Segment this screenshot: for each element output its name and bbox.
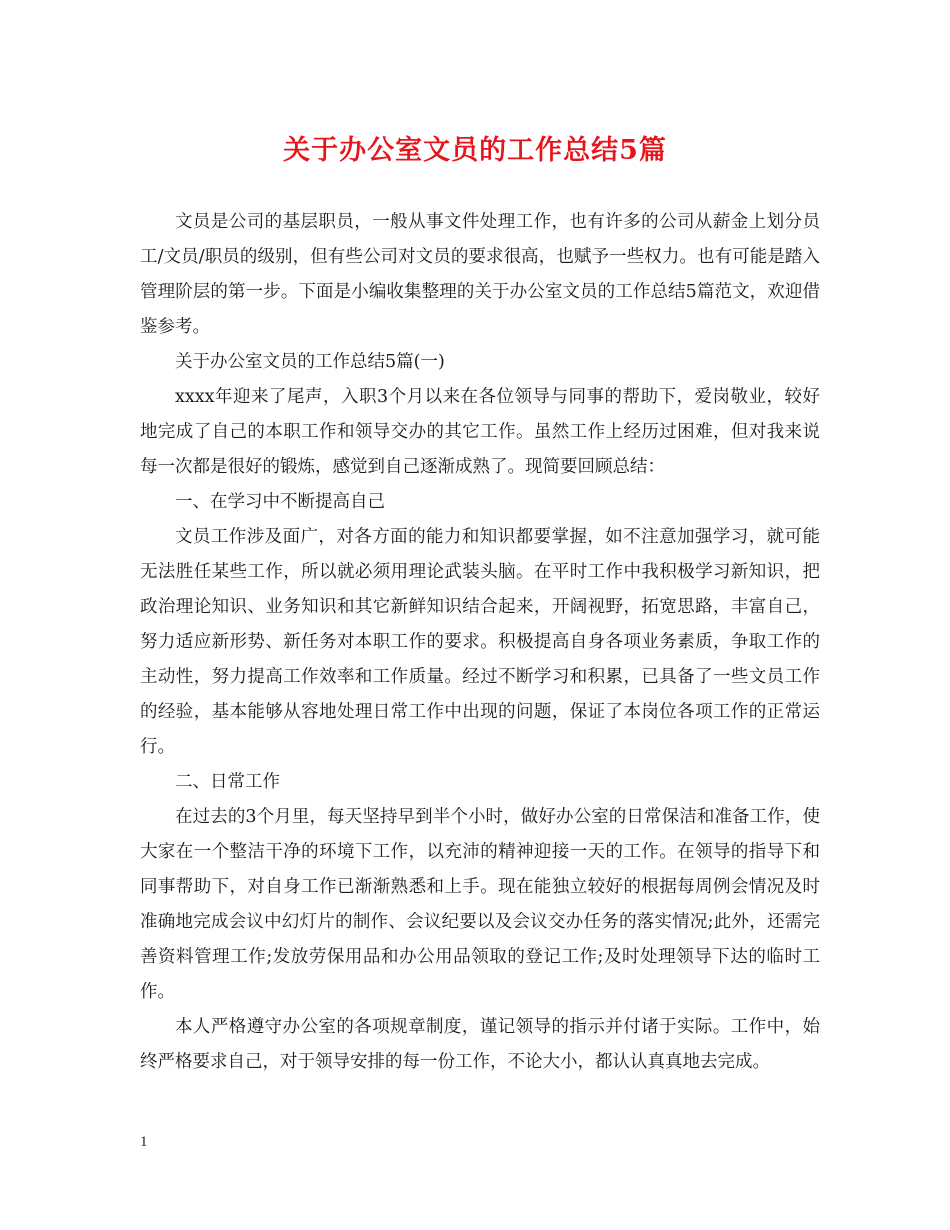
document-body [140, 205, 820, 1080]
section-heading-part-one: 关于办公室文员的工作总结5篇(一) [175, 352, 445, 372]
opening-paragraph: xxxx年迎来了尾声，入职3个月以来在各位领导与同事的帮助下，爱岗敬业，较好地完成了自己的本职工作和领导交办的其它工作。虽然工作上经历过困难，但对我来说每一次都是很好的锻炼，感觉到自己逐渐成熟了。现简要回顾总结： [140, 387, 820, 477]
document-title: 关于办公室文员的工作总结5篇 [283, 135, 667, 166]
daily-work-paragraph: 在过去的3个月里，每天坚持早到半个小时，做好办公室的日常保洁和准备工作，使大家在一个整洁干净的环境下工作，以充沛的精神迎接一天的工作。在领导的指导下和同事帮助下，对自身工作已渐渐熟悉和上手。现在能独立较好的根据每周例会情况及时准确地完成会议中幻灯片的制作、会议纪要以及会议交办任务的落实情况;此外，还需完善资料管理工作;发放劳保用品和办公用品领取的登记工作;及时处理领导下达的临时工作。 [140, 807, 820, 1002]
learning-paragraph: 文员工作涉及面广，对各方面的能力和知识都要掌握，如不注意加强学习，就可能无法胜任某些工作，所以就必须用理论武装头脑。在平时工作中我积极学习新知识，把政治理论知识、业务知识和其它新鲜知识结合起来，开阔视野，拓宽思路，丰富自己，努力适应新形势、新任务对本职工作的要求。积极提高自身各项业务素质，争取工作的主动性，努力提高工作效率和工作质量。经过不断学习和积累，已具备了一些文员工作的经验，基本能够从容地处理日常工作中出现的问题，保证了本岗位各项工作的正常运行。 [140, 527, 820, 757]
page-number: 1 [140, 1134, 148, 1150]
subheading-daily-work: 二、日常工作 [175, 772, 280, 792]
discipline-paragraph: 本人严格遵守办公室的各项规章制度，谨记领导的指示并付诸于实际。工作中，始终严格要求自己，对于领导安排的每一份工作，不论大小，都认认真真地去完成。 [140, 1017, 820, 1072]
intro-paragraph: 文员是公司的基层职员，一般从事文件处理工作，也有许多的公司从薪金上划分员工/文员/职员的级别，但有些公司对文员的要求很高，也赋予一些权力。也有可能是踏入管理阶层的第一步。下面是小编收集整理的关于办公室文员的工作总结5篇范文，欢迎借鉴参考。 [140, 212, 820, 337]
subheading-learning: 一、在学习中不断提高自己 [175, 492, 385, 512]
